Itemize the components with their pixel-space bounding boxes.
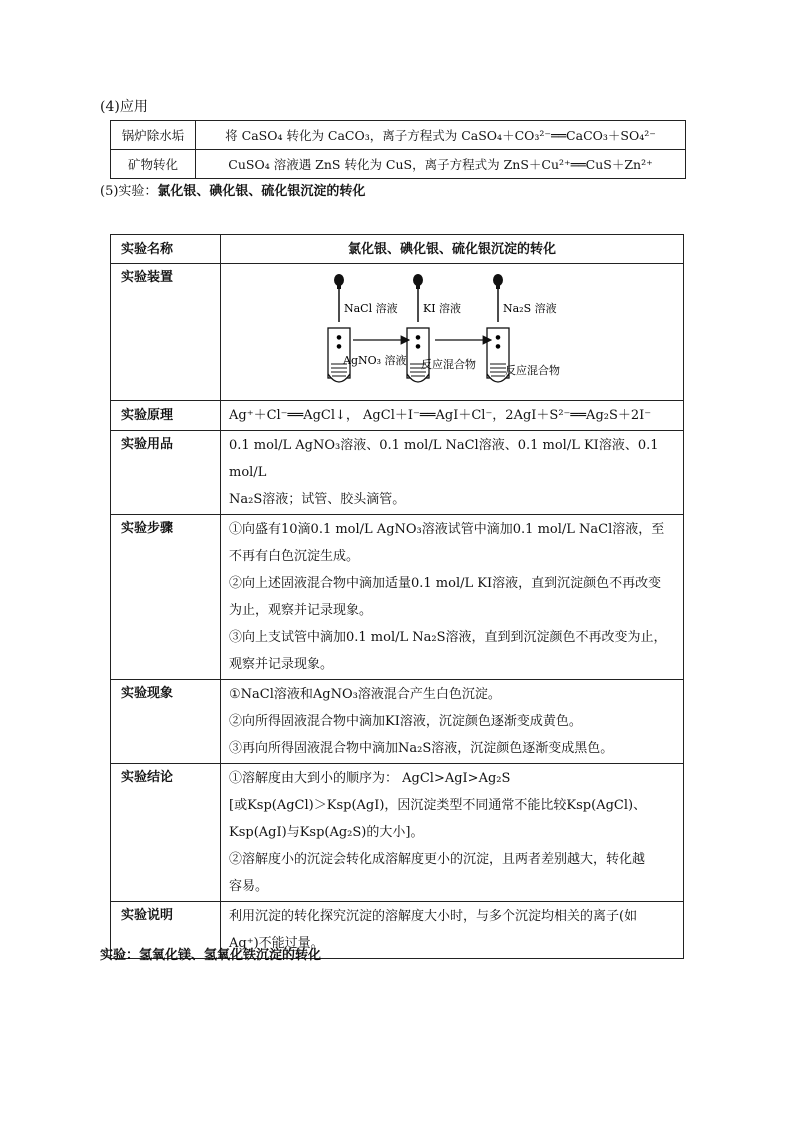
materials-label: 实验用品 <box>111 431 221 515</box>
svg-text:●: ● <box>336 343 342 350</box>
text-line: [或Ksp(AgCl)＞Ksp(AgI)，因沉淀类型不同通常不能比较Ksp(AgCl)、 <box>229 798 647 813</box>
text-line: 为止，观察并记录现象。 <box>229 603 373 618</box>
text-line: ①溶解度由大到小的顺序为： AgCl>AgI>Ag₂S <box>229 771 511 786</box>
tube2-content-label: 反应混合物 <box>421 358 476 371</box>
steps-value <box>221 515 684 680</box>
text-line: ②溶解度小的沉淀会转化成溶解度更小的沉淀，且两者差别越大，转化越 <box>229 852 646 867</box>
header-label: 实验名称 <box>111 235 221 264</box>
table-row <box>111 431 684 515</box>
text-line: Na₂S溶液；试管、胶头滴管。 <box>229 492 406 507</box>
section-4-label: (4)应用 <box>100 99 148 115</box>
table-row <box>111 150 686 179</box>
table-row <box>111 680 684 764</box>
tube3-reagent-label: Na₂S 溶液 <box>503 302 557 315</box>
notes-label: 实验说明 <box>111 902 221 959</box>
phenomena-value <box>221 680 684 764</box>
phenomena-label: 实验现象 <box>111 680 221 764</box>
apparatus-figure <box>221 264 684 401</box>
materials-value <box>221 431 684 515</box>
svg-text:●: ● <box>336 334 342 341</box>
apparatus-diagram <box>221 264 683 390</box>
text-line: 观察并记录现象。 <box>229 657 334 672</box>
experiment-table <box>110 234 684 959</box>
table-row <box>111 515 684 680</box>
table-row <box>111 764 684 902</box>
text-line: ①向盛有10滴0.1 mol/L AgNO₃溶液试管中滴加0.1 mol/L NaCl溶液，至 <box>229 522 665 537</box>
section-5-heading <box>100 180 365 199</box>
text-line: Ksp(AgI)与Ksp(Ag₂S)的大小]。 <box>229 825 424 840</box>
text-line: 容易。 <box>229 879 269 894</box>
principle-value: Ag⁺＋Cl⁻══AgCl↓， AgCl＋I⁻══AgI＋Cl⁻，2AgI＋S²⁻══Ag₂S＋2I⁻ <box>221 401 684 431</box>
app-row-content: CuSO₄ 溶液遇 ZnS 转化为 CuS，离子方程式为 ZnS＋Cu²⁺══CuS＋Zn²⁺ <box>196 150 686 179</box>
table-row <box>111 264 684 401</box>
header-value: 氯化银、碘化银、硫化银沉淀的转化 <box>221 235 684 264</box>
text-line: ②向上述固液混合物中滴加适量0.1 mol/L KI溶液，直到沉淀颜色不再改变 <box>229 576 662 591</box>
section-5-prefix: (5)实验： <box>100 184 158 199</box>
table-row <box>111 235 684 264</box>
dropper-bulb-icon <box>413 274 423 286</box>
tube1-reagent-label: NaCl 溶液 <box>344 302 398 315</box>
test-tube-1 <box>328 274 407 382</box>
tube2-reagent-label: KI 溶液 <box>423 302 462 315</box>
text-line: ②向所得固液混合物中滴加KI溶液，沉淀颜色逐渐变成黄色。 <box>229 714 582 729</box>
text-line: 不再有白色沉淀生成。 <box>229 549 360 564</box>
app-row-label: 锅炉除水垢 <box>111 121 196 150</box>
svg-text:●: ● <box>495 343 501 350</box>
text-line: ③向上支试管中滴加0.1 mol/L Na₂S溶液，直到到沉淀颜色不再改变为止， <box>229 630 667 645</box>
apparatus-label: 实验装置 <box>111 264 221 401</box>
conclusion-label: 实验结论 <box>111 764 221 902</box>
next-section-title: 实验：氢氧化镁、氢氧化铁沉淀的转化 <box>100 948 322 963</box>
dropper-bulb-icon <box>334 274 344 286</box>
table-row <box>111 121 686 150</box>
test-tube-2 <box>407 274 476 382</box>
app-row-label: 矿物转化 <box>111 150 196 179</box>
svg-text:●: ● <box>415 334 421 341</box>
text-line: 0.1 mol/L AgNO₃溶液、0.1 mol/L NaCl溶液、0.1 mol/L KI溶液、0.1 mol/L <box>229 438 659 480</box>
text-line: Ag⁺)不能过量。 <box>229 936 324 951</box>
test-tube-3 <box>487 274 560 382</box>
svg-text:●: ● <box>415 343 421 350</box>
svg-text:●: ● <box>495 334 501 341</box>
principle-label: 实验原理 <box>111 401 221 431</box>
text-line: ①NaCl溶液和AgNO₃溶液混合产生白色沉淀。 <box>229 687 501 702</box>
text-line: ③再向所得固液混合物中滴加Na₂S溶液，沉淀颜色逐渐变成黑色。 <box>229 741 614 756</box>
tube1-content-label: AgNO₃ 溶液 <box>343 354 407 367</box>
text-line: 利用沉淀的转化探究沉淀的溶解度大小时，与多个沉淀均相关的离子(如 <box>229 909 638 924</box>
application-table <box>110 120 686 179</box>
dropper-bulb-icon <box>493 274 503 286</box>
steps-label: 实验步骤 <box>111 515 221 680</box>
tube3-content-label: 反应混合物 <box>505 364 560 377</box>
table-row <box>111 401 684 431</box>
app-row-content: 将 CaSO₄ 转化为 CaCO₃，离子方程式为 CaSO₄＋CO₃²⁻══CaCO₃＋SO₄²⁻ <box>196 121 686 150</box>
section-5-title: 氯化银、碘化银、硫化银沉淀的转化 <box>157 184 366 199</box>
conclusion-value <box>221 764 684 902</box>
